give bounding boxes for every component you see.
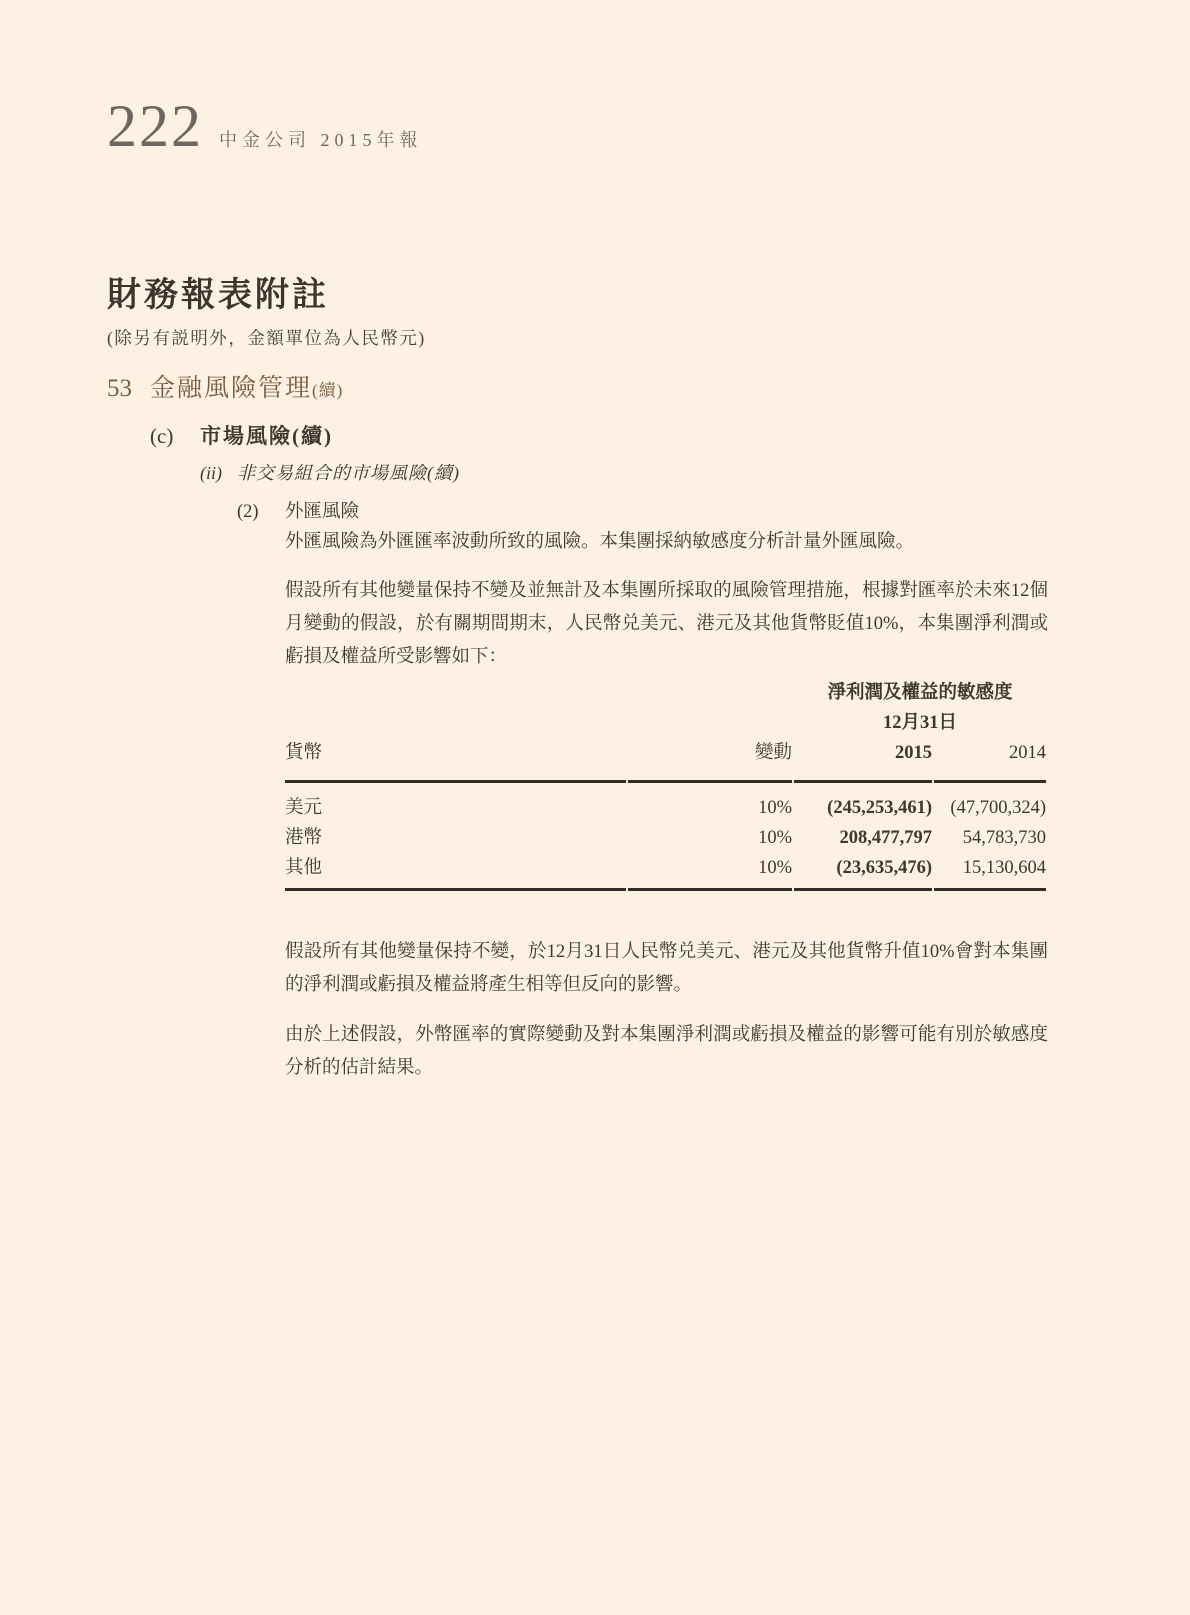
- section-title: 金融風險管理: [150, 375, 313, 402]
- row-currency: 港幣: [285, 828, 323, 848]
- subsection-c-title: 市場風險(續): [200, 424, 333, 448]
- page-number: 222: [107, 93, 203, 159]
- subsection-c-label: (c): [150, 424, 174, 448]
- row-2014-value: 15,130,604: [962, 858, 1046, 878]
- report-name: 中金公司 2015年報: [219, 130, 423, 150]
- section-continued-label: (續): [312, 381, 344, 400]
- table-date-header-row: [285, 708, 1048, 738]
- table-date-header: 12月31日: [882, 713, 957, 733]
- table-group-header-row: [285, 678, 1048, 708]
- row-2015-value: 208,477,797: [839, 828, 932, 848]
- table-row: [285, 783, 1048, 823]
- fx-assumption-paragraph: 假設所有其他變量保持不變及並無計及本集團所採取的風險管理措施，根據對匯率於未來12個月變動的假設，於有關期間期末，人民幣兑美元、港元及其他貨幣貶值10%，本集團淨利潤或虧損及權益所受影響如下：: [285, 581, 1048, 667]
- row-2015-value: (23,635,476): [836, 858, 932, 878]
- row-2014-value: (47,700,324): [950, 798, 1046, 818]
- fx-appreciation-paragraph: 假設所有其他變量保持不變，於12月31日人民幣兑美元、港元及其他貨幣升值10%會對本集團的淨利潤或虧損及權益將產生相等但反向的影響。: [285, 942, 1048, 995]
- item-2-label: (2): [237, 502, 259, 522]
- row-currency: 美元: [285, 798, 323, 818]
- table-column-header-row: [285, 738, 1048, 780]
- fx-risk-intro: 外匯風險為外匯匯率波動所致的風險。本集團採納敏感度分析計量外匯風險。: [285, 532, 915, 552]
- subsection-ii-label: (ii): [200, 463, 222, 483]
- table-row: [285, 853, 1048, 883]
- row-currency: 其他: [285, 858, 323, 878]
- subsection-ii-title: 非交易組合的市場風險(續): [237, 463, 460, 483]
- title-block: [107, 276, 426, 350]
- document-subtitle: (除另有説明外，金額單位為人民幣元): [107, 327, 426, 348]
- item-2-fx-risk: [237, 497, 1048, 557]
- table-bottom-rule: [285, 888, 1048, 891]
- column-header-currency: 貨幣: [285, 743, 323, 763]
- fx-risk-title: 外匯風險: [285, 502, 360, 522]
- document-title: 財務報表附註: [107, 277, 329, 314]
- column-header-2015: 2015: [895, 743, 932, 763]
- row-change: 10%: [758, 858, 792, 878]
- item-2-body: [285, 497, 1048, 557]
- column-header-2014: 2014: [1009, 743, 1046, 763]
- row-2014-value: 54,783,730: [962, 828, 1046, 848]
- section-53-heading: [107, 368, 343, 404]
- row-change: 10%: [758, 798, 792, 818]
- section-number: 53: [107, 375, 132, 402]
- table-row: [285, 823, 1048, 853]
- table-header-rule: [285, 780, 1048, 783]
- fx-caveat-paragraph: 由於上述假設，外幣匯率的實際變動及對本集團淨利潤或虧損及權益的影響可能有別於敏感度分析的估計結果。: [285, 1025, 1048, 1078]
- fx-sensitivity-table: [285, 678, 1048, 891]
- subsection-c-market-risk: [150, 420, 333, 450]
- column-header-change: 變動: [754, 743, 792, 763]
- table-group-header: 淨利潤及權益的敏感度: [827, 683, 1013, 703]
- running-header: [107, 93, 423, 159]
- row-2015-value: (245,253,461): [827, 798, 932, 818]
- subsection-ii-non-trading: [200, 459, 460, 485]
- row-change: 10%: [758, 828, 792, 848]
